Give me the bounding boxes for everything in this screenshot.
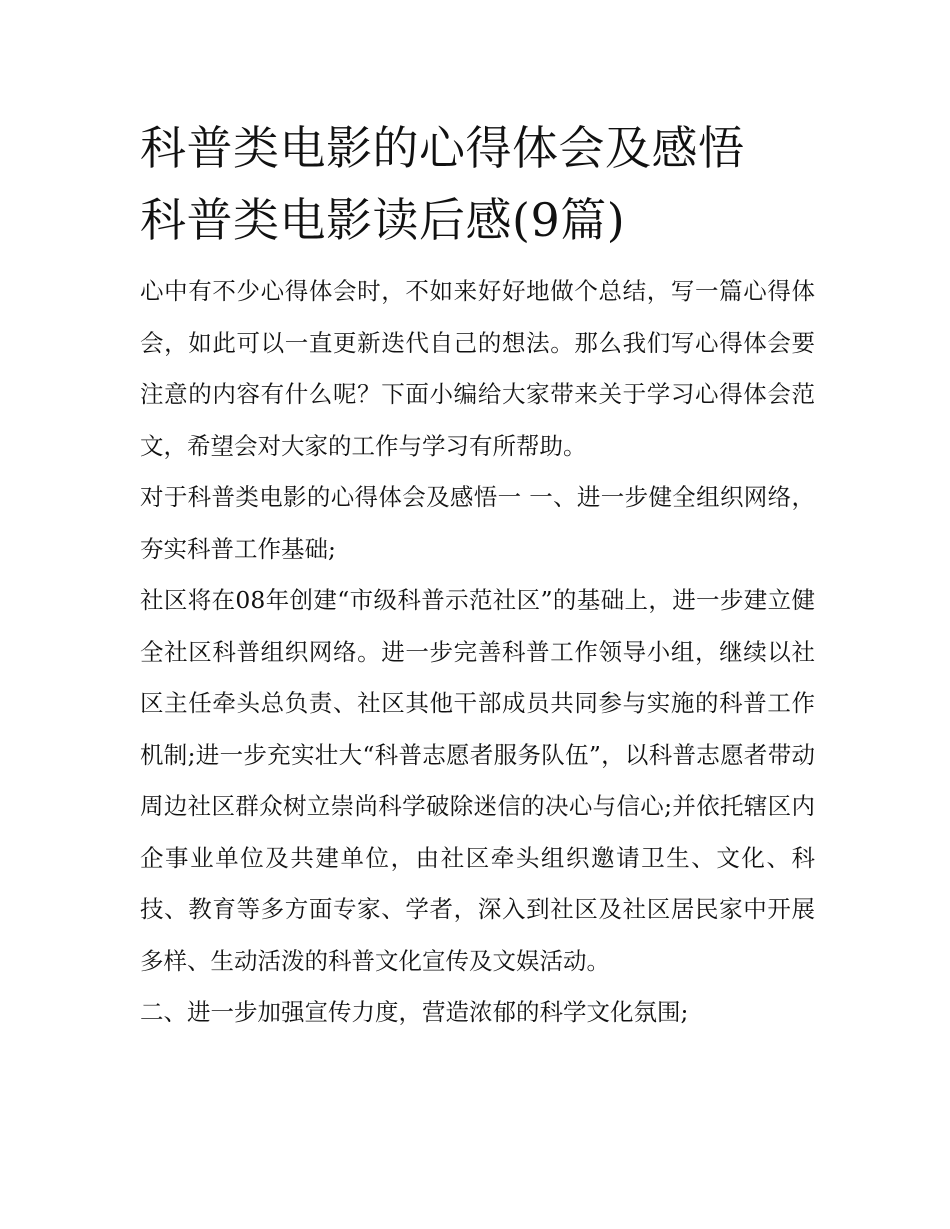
title-line-1: 科普类电影的心得体会及感悟 [140,121,745,175]
title-line-2: 科普类电影读后感(9篇) [140,193,626,247]
section-one-body: 社区将在08年创建“市级科普示范社区”的基础上，进一步建立健全社区科普组织网络。进一步完善科普工作领导小组，继续以社区主任牵头总负责、社区其他干部成员共同参与实施的科普工作机制;进一步充实壮大“科普志愿者服务队伍”，以科普志愿者带动周边社区群众树立崇尚科学破除迷信的决心与信心;并依托辖区内企事业单位及共建单位，由社区牵头组织邀请卫生、文化、科技、教育等多方面专家、学者，深入到社区及社区居民家中开展多样、生动活泼的科普文化宣传及文娱活动。 [140,586,815,975]
document-title [140,112,815,256]
section-two-heading: 二、进一步加强宣传力度，营造浓郁的科学文化氛围; [140,998,689,1026]
intro-paragraph: 心中有不少心得体会时，不如来好好地做个总结，写一篇心得体会，如此可以一直更新迭代自己的想法。那么我们写心得体会要注意的内容有什么呢？下面小编给大家带来关于学习心得体会范文，希望会对大家的工作与学习有所帮助。 [140,277,815,460]
document-content [140,112,815,1039]
section-one-heading: 对于科普类电影的心得体会及感悟一 一、进一步健全组织网络，夯实科普工作基础; [140,483,815,563]
